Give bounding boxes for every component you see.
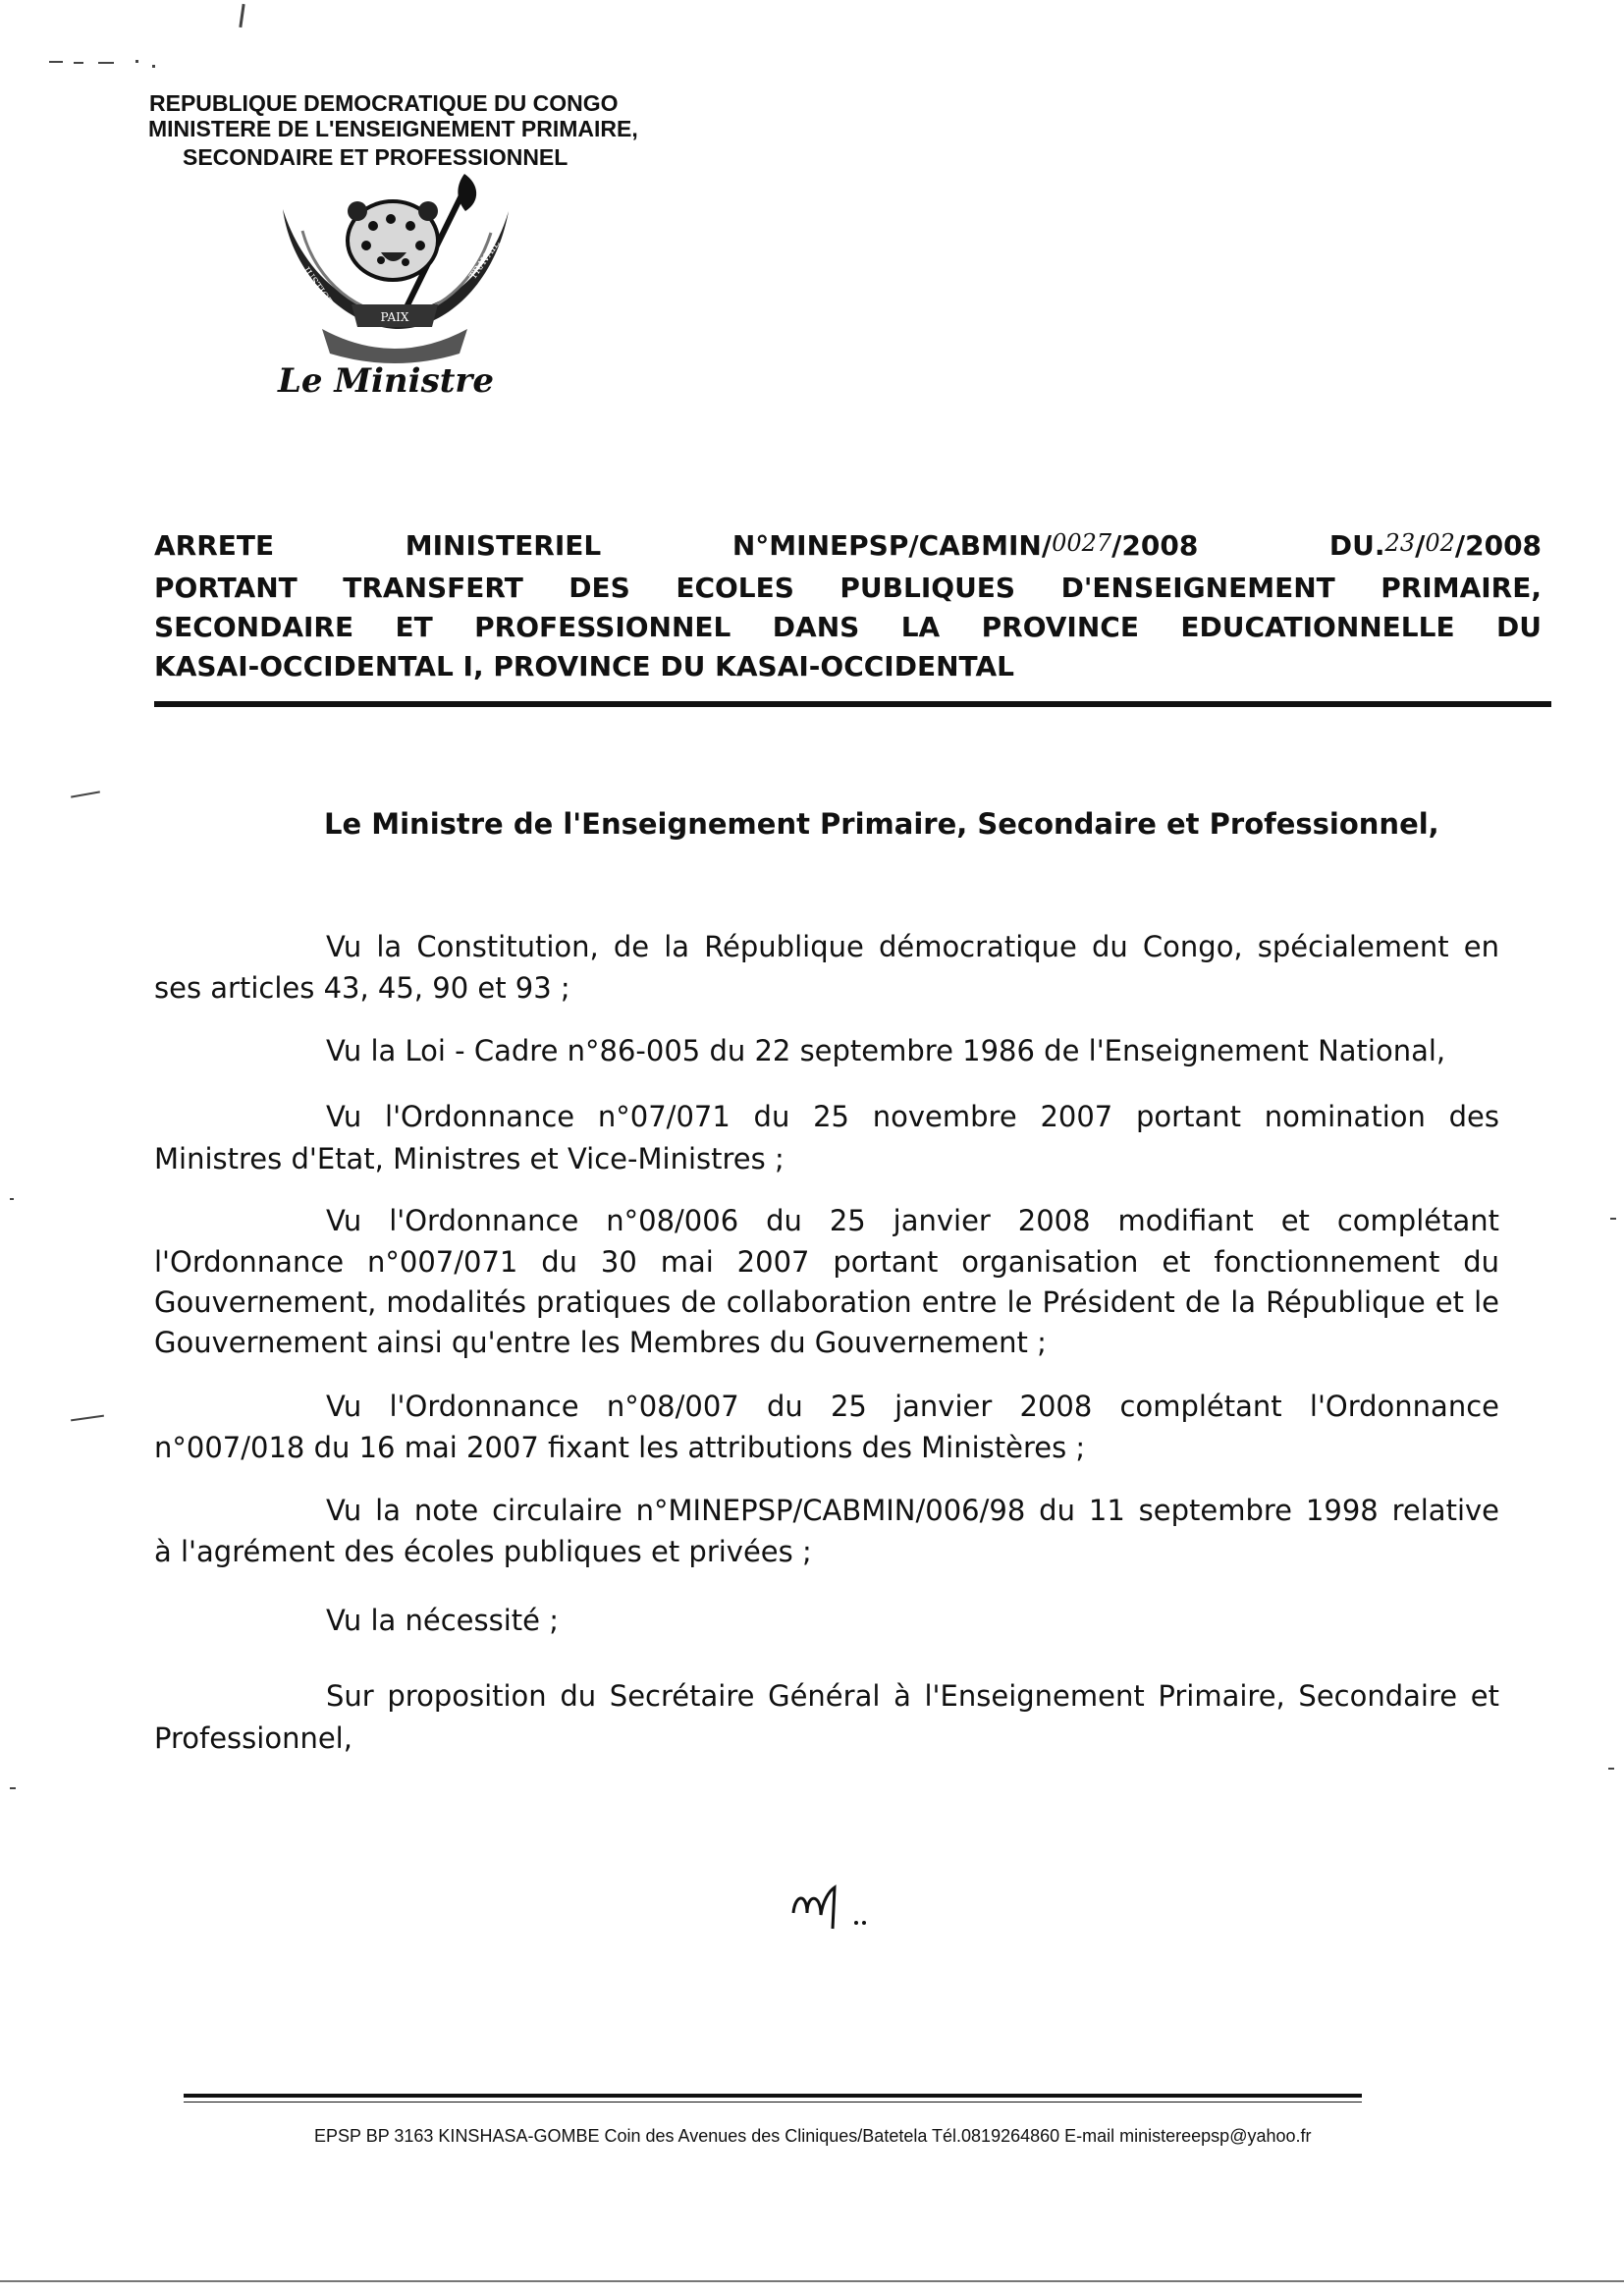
signature-title: Le Ministre (278, 361, 494, 401)
minister-heading: Le Ministre de l'Enseignement Primaire, Secondaire et Professionnel, (324, 807, 1439, 841)
consideration-1-line-1: Vu la Constitution, de la République démocratique du Congo, spécialement en (326, 930, 1499, 963)
consideration-4-line-3: Gouvernement, modalités pratiques de collaboration entre le Président de la République et le (154, 1285, 1499, 1319)
consideration-4-line-4: Gouvernement ainsi qu'entre les Membres du Gouvernement ; (154, 1326, 1047, 1359)
motto-left: JUSTICE (299, 265, 335, 308)
consideration-6-line-1: Vu la note circulaire n°MINEPSP/CABMIN/006/98 du 11 septembre 1998 relative (326, 1494, 1499, 1527)
motto-center: PAIX (380, 310, 409, 324)
handwritten-day: 23 (1384, 529, 1416, 557)
motto-right: TRAVAIL (467, 239, 503, 282)
handwritten-number: 0027 (1052, 529, 1112, 557)
footer-rule-thick (184, 2094, 1362, 2098)
consideration-5-line-1: Vu l'Ordonnance n°08/007 du 25 janvier 2008 complétant l'Ordonnance (326, 1390, 1499, 1423)
consideration-1-line-2: ses articles 43, 45, 90 et 93 ; (154, 971, 570, 1005)
title-underline (154, 701, 1551, 707)
footer-rule-thin (184, 2102, 1362, 2103)
title-line-3: SECONDAIRE ET PROFESSIONNEL DANS LA PROVINCE EDUCATIONNELLE DU (154, 611, 1542, 643)
consideration-3-line-1: Vu l'Ordonnance n°07/071 du 25 novembre 2007 portant nomination des (326, 1100, 1499, 1133)
consideration-4-line-2: l'Ordonnance n°007/071 du 30 mai 2007 portant organisation et fonctionnement du (154, 1245, 1499, 1279)
consideration-6-line-2: à l'agrément des écoles publiques et privées ; (154, 1535, 812, 1568)
coat-of-arms-icon (263, 172, 518, 368)
title-line-4: KASAI-OCCIDENTAL I, PROVINCE DU KASAI-OCCIDENTAL (154, 650, 1014, 683)
handwritten-month: 02 (1425, 529, 1455, 557)
header-country: REPUBLIQUE DEMOCRATIQUE DU CONGO (149, 90, 619, 116)
consideration-5-line-2: n°007/018 du 16 mai 2007 fixant les attributions des Ministères ; (154, 1431, 1086, 1464)
consideration-4-line-1: Vu l'Ordonnance n°08/006 du 25 janvier 2008 modifiant et complétant (326, 1204, 1499, 1237)
title-ref: N°MINEPSP/CABMIN/0027/2008 (731, 529, 1199, 562)
consideration-8-line-2: Professionnel, (154, 1721, 352, 1755)
header-ministry-cont: SECONDAIRE ET PROFESSIONNEL (183, 144, 568, 170)
paraphe-signature (785, 1884, 874, 1938)
title-ministeriel: MINISTERIEL (405, 529, 602, 562)
consideration-8-line-1: Sur proposition du Secrétaire Général à l'Enseignement Primaire, Secondaire et (326, 1679, 1499, 1713)
consideration-2-line-1: Vu la Loi - Cadre n°86-005 du 22 septembre 1986 de l'Enseignement National, (326, 1034, 1446, 1067)
title-date: DU.23/02/2008 (1328, 529, 1543, 562)
consideration-7-line-1: Vu la nécessité ; (326, 1604, 559, 1637)
header-ministry: MINISTERE DE L'ENSEIGNEMENT PRIMAIRE, (148, 116, 638, 141)
page-bottom-edge (0, 2280, 1624, 2282)
title-arrete: ARRETE (154, 529, 275, 562)
consideration-3-line-2: Ministres d'Etat, Ministres et Vice-Ministres ; (154, 1142, 785, 1175)
footer-address: EPSP BP 3163 KINSHASA-GOMBE Coin des Avenues des Cliniques/Batetela Tél.0819264860 E-mail ministereepsp@yahoo.fr (314, 2126, 1312, 2146)
title-line-2: PORTANT TRANSFERT DES ECOLES PUBLIQUES D'ENSEIGNEMENT PRIMAIRE, (154, 572, 1542, 604)
title-line-1 (154, 527, 1542, 566)
